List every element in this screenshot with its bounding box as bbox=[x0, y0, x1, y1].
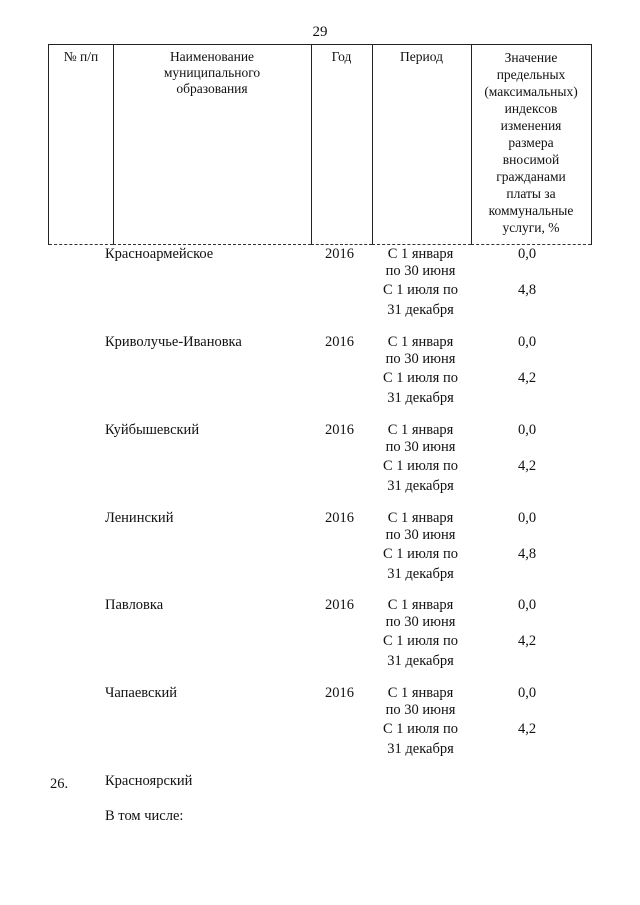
row-value-1: 0,0 bbox=[518, 422, 537, 438]
header-bottom-rule bbox=[113, 244, 311, 245]
row-period-1b: по 30 июня bbox=[385, 263, 456, 279]
header-period: Период bbox=[400, 49, 443, 64]
row-name: Красноармейское bbox=[105, 246, 214, 262]
row-name: Павловка bbox=[105, 597, 164, 613]
row-value-1: 0,0 bbox=[518, 685, 537, 701]
item-number: 26. bbox=[50, 776, 69, 792]
header-year: Год bbox=[331, 49, 352, 64]
row-value-1: 0,0 bbox=[518, 334, 537, 350]
row-period-2a: С 1 июля по bbox=[383, 721, 458, 737]
row-period-2a: С 1 июля по bbox=[383, 282, 458, 298]
header-name-line: образования bbox=[176, 81, 248, 96]
table-header bbox=[48, 44, 592, 245]
row-period-2a: С 1 июля по bbox=[383, 546, 458, 562]
page-number: 29 bbox=[312, 24, 328, 40]
row-year: 2016 bbox=[325, 246, 354, 262]
row-value-2: 4,8 bbox=[518, 282, 537, 298]
header-bottom-rule bbox=[372, 244, 471, 245]
row-value-1: 0,0 bbox=[518, 246, 537, 262]
header-value-line: изменения bbox=[500, 118, 562, 133]
row-period-2b: 31 декабря bbox=[387, 302, 454, 318]
row-period-1a: С 1 января bbox=[387, 597, 454, 613]
row-value-2: 4,2 bbox=[518, 370, 537, 386]
header-value-line: предельных bbox=[496, 67, 566, 82]
header-value-line: размера bbox=[508, 135, 554, 150]
row-period-2a: С 1 июля по bbox=[383, 458, 458, 474]
header-value-line: индексов bbox=[504, 101, 558, 116]
row-period-1a: С 1 января bbox=[387, 685, 454, 701]
header-divider bbox=[372, 45, 373, 245]
row-value-1: 0,0 bbox=[518, 597, 537, 613]
row-year: 2016 bbox=[325, 510, 354, 526]
row-year: 2016 bbox=[325, 334, 354, 350]
header-value-line: вносимой bbox=[502, 152, 560, 167]
row-period-2b: 31 декабря bbox=[387, 478, 454, 494]
row-period-2a: С 1 июля по bbox=[383, 633, 458, 649]
header-value-line: гражданами bbox=[496, 169, 566, 184]
header-name-line: Наименование bbox=[169, 49, 255, 64]
header-value-line: платы за bbox=[506, 186, 556, 201]
row-year: 2016 bbox=[325, 685, 354, 701]
row-period-1b: по 30 июня bbox=[385, 439, 456, 455]
row-period-1a: С 1 января bbox=[387, 334, 454, 350]
row-year: 2016 bbox=[325, 422, 354, 438]
row-year: 2016 bbox=[325, 597, 354, 613]
row-period-2b: 31 декабря bbox=[387, 741, 454, 757]
row-value-2: 4,2 bbox=[518, 458, 537, 474]
header-value-line: услуги, % bbox=[502, 220, 560, 235]
header-bottom-rule bbox=[311, 244, 372, 245]
row-value-2: 4,2 bbox=[518, 721, 537, 737]
row-period-1a: С 1 января bbox=[387, 510, 454, 526]
row-name: Куйбышевский bbox=[105, 422, 200, 438]
header-value-line: (максимальных) bbox=[484, 84, 578, 99]
header-name bbox=[113, 49, 311, 97]
row-name: Ленинский bbox=[105, 510, 174, 526]
row-value-1: 0,0 bbox=[518, 510, 537, 526]
row-value-2: 4,2 bbox=[518, 633, 537, 649]
row-period-1a: С 1 января bbox=[387, 422, 454, 438]
header-value-line: Значение bbox=[504, 50, 558, 65]
row-period-1b: по 30 июня bbox=[385, 702, 456, 718]
header-num: № п/п bbox=[63, 49, 99, 64]
header-name-line: муниципального bbox=[163, 65, 261, 80]
header-divider bbox=[311, 45, 312, 245]
header-value bbox=[471, 49, 591, 236]
row-period-1a: С 1 января bbox=[387, 246, 454, 262]
row-period-1b: по 30 июня bbox=[385, 351, 456, 367]
row-period-2b: 31 декабря bbox=[387, 566, 454, 582]
including-label: В том числе: bbox=[105, 808, 184, 824]
row-name: Чапаевский bbox=[105, 685, 178, 701]
row-period-1b: по 30 июня bbox=[385, 527, 456, 543]
row-period-1b: по 30 июня bbox=[385, 614, 456, 630]
row-period-2a: С 1 июля по bbox=[383, 370, 458, 386]
header-bottom-rule bbox=[471, 244, 591, 245]
row-value-2: 4,8 bbox=[518, 546, 537, 562]
row-name: Криволучье-Ивановка bbox=[105, 334, 242, 350]
header-value-line: коммунальные bbox=[488, 203, 574, 218]
item-name: Красноярский bbox=[105, 773, 193, 789]
header-bottom-rule bbox=[49, 244, 113, 245]
row-period-2b: 31 декабря bbox=[387, 653, 454, 669]
row-period-2b: 31 декабря bbox=[387, 390, 454, 406]
